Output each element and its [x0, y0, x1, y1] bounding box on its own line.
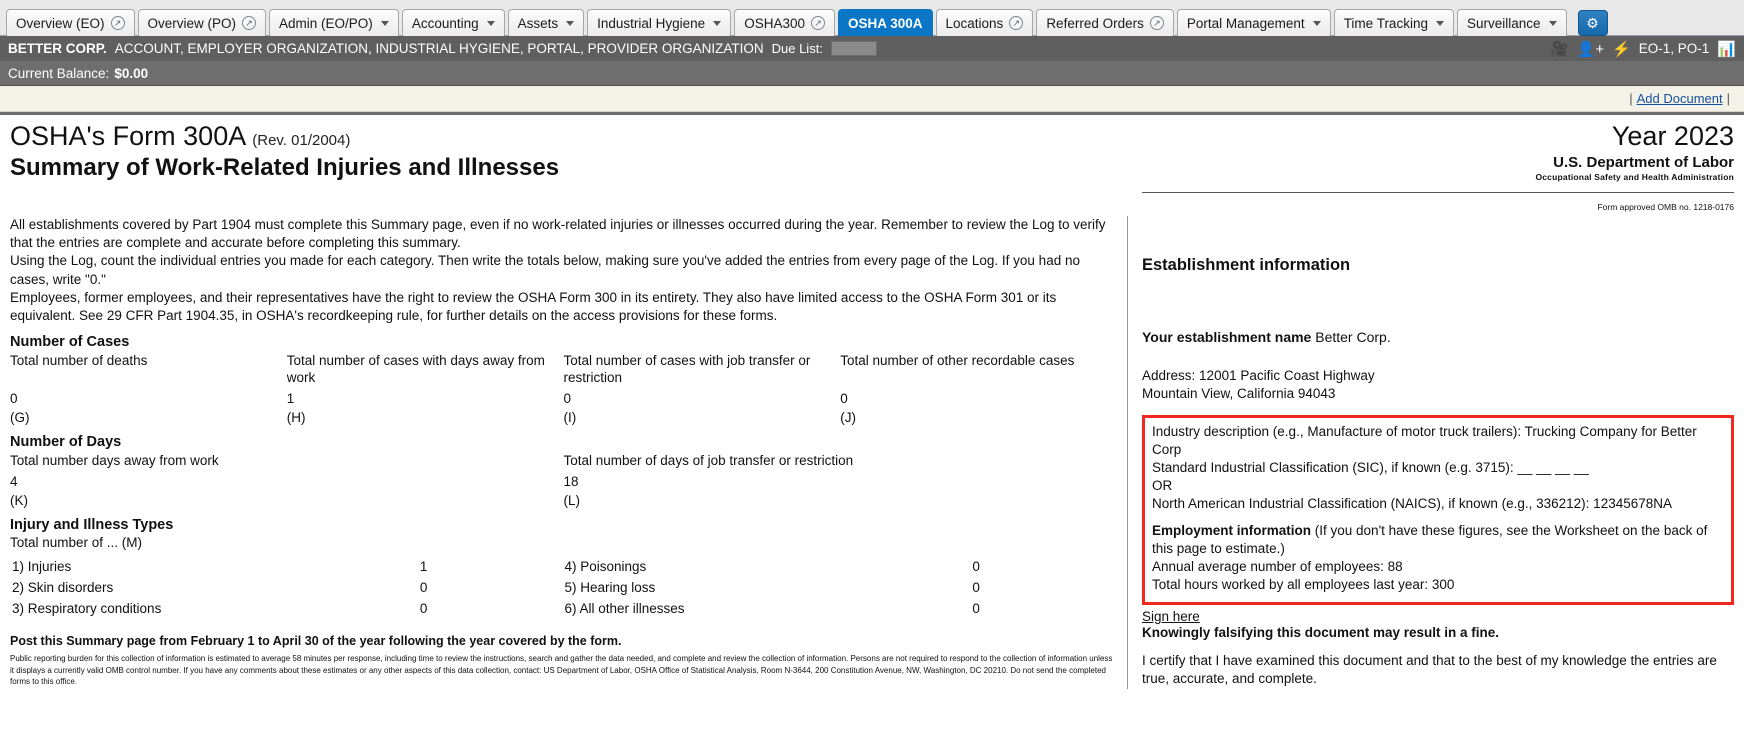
- days-code: (L): [563, 493, 580, 509]
- tab-label: OSHA300: [744, 15, 805, 31]
- tab-label: Locations: [945, 15, 1004, 31]
- context-eo-po: EO-1, PO-1: [1638, 41, 1710, 56]
- injury-label: 2) Skin disorders: [12, 580, 114, 596]
- injury-value: 1: [419, 559, 428, 575]
- number-of-cases-grid: [10, 353, 1117, 425]
- cases-cell-h: [287, 353, 564, 425]
- table-row: [12, 599, 1115, 618]
- address-line-1: [1142, 367, 1734, 385]
- tab-label: Industrial Hygiene: [597, 15, 706, 31]
- chevron-down-icon[interactable]: [381, 21, 389, 26]
- spacer: [1152, 513, 1724, 522]
- cases-value: 0: [840, 391, 848, 407]
- establishment-name-label: Your establishment name: [1142, 329, 1312, 346]
- cases-value: 0: [563, 391, 572, 407]
- sic-line: Standard Industrial Classification (SIC), if known (e.g. 3715): __ __ __ __: [1152, 460, 1589, 476]
- establishment-address: [1142, 367, 1734, 403]
- employees-line: Annual average number of employees: 88: [1152, 559, 1403, 575]
- hours-line: Total hours worked by all employees last year: 300: [1152, 577, 1455, 593]
- current-balance-value: $0.00: [114, 65, 149, 81]
- external-link-icon[interactable]: ↗: [1009, 16, 1023, 30]
- number-of-days-heading: Number of Days: [10, 434, 122, 451]
- tab-osha300[interactable]: [734, 9, 835, 36]
- establishment-heading: Establishment information: [1142, 256, 1351, 275]
- intro-paragraph-2: Using the Log, count the individual entries you made for each category. Then write the totals below, making sure you've added the entries from every page of the Log. If you had no cases, write "0.": [10, 253, 1080, 287]
- tab-label: Accounting: [411, 15, 479, 31]
- form-body: [10, 216, 1734, 688]
- tab-industrial-hygiene[interactable]: [587, 9, 731, 36]
- tab-label: Portal Management: [1186, 15, 1305, 31]
- form-revision: (Rev. 01/2004): [252, 132, 351, 149]
- illness-value: 0: [972, 601, 980, 617]
- injury-label: 3) Respiratory conditions: [12, 601, 162, 617]
- tab-overview-po[interactable]: [138, 9, 267, 36]
- days-value: 18: [563, 474, 579, 490]
- days-cell-k: [10, 453, 564, 508]
- tab-label: Overview (EO): [16, 15, 105, 31]
- injury-illness-table: [10, 555, 1117, 620]
- cases-cell-j: [840, 353, 1117, 425]
- days-code: (K): [10, 493, 28, 509]
- cases-value: 1: [286, 391, 295, 407]
- form-right-column: [1128, 216, 1734, 688]
- highlighted-industry-employment-box: [1142, 415, 1734, 605]
- video-camera-icon[interactable]: 🎥: [1549, 40, 1569, 58]
- establishment-name-row: [1142, 329, 1734, 345]
- form-title-text: OSHA's Form 300A: [10, 121, 245, 151]
- document-actions-bar: [0, 86, 1744, 112]
- illness-value: 0: [972, 559, 980, 575]
- days-label: Total number days away from work: [10, 453, 219, 469]
- tab-label: Time Tracking: [1343, 15, 1428, 31]
- injury-label: 1) Injuries: [12, 559, 72, 575]
- knowingly-warning: Knowingly falsifying this document may result in a fine.: [1142, 625, 1500, 641]
- browser-tab-bar: [0, 0, 1744, 36]
- external-link-icon[interactable]: ↗: [811, 16, 825, 30]
- chevron-down-icon[interactable]: [487, 21, 495, 26]
- cases-cell-g: [10, 353, 287, 425]
- tab-osha-300a[interactable]: [838, 9, 933, 36]
- form-year: Year 2023: [1611, 121, 1734, 151]
- number-of-cases-heading: Number of Cases: [10, 334, 130, 351]
- tab-portal-management[interactable]: [1177, 9, 1331, 36]
- injury-illness-subheading: Total number of ... (M): [10, 535, 143, 551]
- employment-note: (If you don't have these figures, see the Worksheet on the back of this page to estimate.): [1152, 523, 1708, 557]
- injury-value: 0: [419, 601, 428, 617]
- intro-paragraph-1: All establishments covered by Part 1904 must complete this Summary page, even if no work-related injuries or illnesses occurred during the year. Remember to review the Log to verify that the entries are complete and accurate before completing this summary.: [10, 217, 1106, 251]
- form-header-right: [1535, 121, 1734, 182]
- tab-label: Referred Orders: [1046, 15, 1144, 31]
- cases-label: Total number of cases with days away from work: [286, 353, 545, 386]
- add-user-icon[interactable]: 👤+: [1576, 40, 1605, 58]
- cases-code: (H): [286, 410, 306, 426]
- department-label: U.S. Department of Labor: [1553, 154, 1734, 171]
- osha-300a-form: [0, 112, 1744, 750]
- gears-icon[interactable]: ⚙: [1578, 10, 1608, 36]
- cases-label: Total number of cases with job transfer or restriction: [563, 353, 811, 386]
- tab-referred-orders[interactable]: [1036, 9, 1174, 36]
- employment-info-line: [1152, 522, 1724, 558]
- or-line: OR: [1152, 478, 1173, 494]
- sign-here-label: [1142, 609, 1734, 624]
- tab-label: Surveillance: [1466, 15, 1541, 31]
- chevron-down-icon[interactable]: [566, 21, 574, 26]
- cases-code: (I): [563, 410, 577, 426]
- illness-label: 6) All other illnesses: [564, 601, 685, 617]
- illness-value: 0: [972, 580, 980, 596]
- cases-code: (J): [840, 410, 856, 426]
- address-line-2: Mountain View, California 94043: [1142, 386, 1336, 402]
- table-row: [12, 557, 1115, 576]
- external-link-icon[interactable]: ↗: [111, 16, 125, 30]
- omb-note: Form approved OMB no. 1218-0176: [1597, 202, 1734, 213]
- chevron-down-icon[interactable]: [1313, 21, 1321, 26]
- add-document-link[interactable]: Add Document: [1636, 91, 1723, 106]
- current-balance-label: Current Balance:: [8, 65, 110, 81]
- days-label: Total number of days of job transfer or restriction: [563, 453, 854, 469]
- tab-label: Assets: [517, 15, 559, 31]
- chevron-down-icon[interactable]: [1436, 21, 1444, 26]
- tab-overview-eo[interactable]: [6, 9, 135, 36]
- form-subtitle: Summary of Work-Related Injuries and Illnesses: [10, 154, 560, 182]
- days-value: 4: [10, 474, 18, 490]
- external-link-icon[interactable]: ↗: [1150, 16, 1164, 30]
- form-left-column: [10, 216, 1128, 688]
- tab-locations[interactable]: [936, 9, 1034, 36]
- organization-roles: ACCOUNT, EMPLOYER ORGANIZATION, INDUSTRIAL HYGIENE, PORTAL, PROVIDER ORGANIZATION: [114, 41, 764, 56]
- days-cell-l: [564, 453, 1118, 508]
- tab-surveillance[interactable]: [1457, 9, 1567, 36]
- number-of-days-grid: [10, 453, 1117, 508]
- employment-heading: Employment information: [1152, 523, 1312, 539]
- tab-accounting[interactable]: [402, 9, 505, 36]
- establishment-name-value: Better Corp.: [1315, 329, 1391, 346]
- industry-description-line: Industry description (e.g., Manufacture of motor truck trailers): Trucking Company for Better Corp: [1152, 424, 1697, 458]
- fineprint-note: Public reporting burden for this collection of information is estimated to average 58 minutes per response, including time to review the instructions, search and gather the data needed, and complete and review the collection of information. Persons are not required to respond to the collection of information unless it displays a currently valid OMB control number. If you have any comments about these estimates or any other aspects of this data collection, contact: US Department of Labor, OSHA Office of Statistical Analysis, Room N-3644, 200 Constitution Avenue, NW, Washington, DC 20210. Do not send the completed forms to this office.: [10, 654, 1113, 687]
- organization-bar: [0, 36, 1744, 61]
- injury-value: 0: [419, 580, 428, 596]
- naics-line: North American Industrial Classification (NAICS), if known (e.g., 336212): 12345678NA: [1152, 496, 1673, 512]
- organization-name: BETTER CORP.: [8, 41, 107, 56]
- tab-admin-eo-po[interactable]: [269, 9, 399, 36]
- sign-here-text: Sign here: [1142, 609, 1200, 625]
- bar-chart-icon[interactable]: 📊: [1717, 40, 1736, 58]
- header-divider: [1142, 192, 1734, 193]
- address-label: Address:: [1142, 368, 1196, 384]
- post-note: Post this Summary page from February 1 to April 30 of the year following the year covered by the form.: [10, 634, 622, 649]
- table-row: [12, 578, 1115, 597]
- separator-right: |: [1726, 91, 1730, 106]
- current-balance-bar: [0, 61, 1744, 86]
- illness-label: 5) Hearing loss: [564, 580, 656, 596]
- separator-left: |: [1629, 91, 1633, 106]
- form-header-left: [10, 121, 559, 182]
- intro-paragraph-3: Employees, former employees, and their representatives have the right to review the OSHA Form 300 in its entirety. They also have limited access to the OSHA Form 301 or its equivalent. See 29 CFR Part 1904.35, in OSHA's recordkeeping rule, for further details on the access provisions for these forms.: [10, 289, 1057, 324]
- tab-assets[interactable]: [508, 9, 585, 36]
- certification-text: I certify that I have examined this document and that to the best of my knowledge the entries are true, accurate, and complete.: [1142, 653, 1717, 687]
- cases-code: (G): [10, 410, 30, 426]
- chevron-down-icon[interactable]: [713, 21, 721, 26]
- cases-label: Total number of deaths: [10, 353, 148, 369]
- cases-cell-i: [564, 353, 841, 425]
- form-title: [10, 121, 559, 152]
- form-header: [10, 121, 1734, 182]
- tab-label: Admin (EO/PO): [279, 15, 373, 31]
- due-list-input[interactable]: [831, 41, 877, 56]
- lightning-bolt-icon[interactable]: ⚡: [1612, 40, 1631, 58]
- injury-illness-heading: Injury and Illness Types: [10, 517, 174, 534]
- external-link-icon[interactable]: ↗: [242, 16, 256, 30]
- illness-label: 4) Poisonings: [564, 559, 647, 575]
- cases-value: 0: [10, 391, 18, 407]
- cases-label: Total number of other recordable cases: [840, 353, 1075, 369]
- chevron-down-icon[interactable]: [1549, 21, 1557, 26]
- agency-label: Occupational Safety and Health Administration: [1535, 172, 1734, 182]
- address-street: 12001 Pacific Coast Highway: [1199, 368, 1375, 384]
- tab-label: OSHA 300A: [847, 15, 923, 31]
- tab-label: Overview (PO): [147, 15, 237, 31]
- tab-time-tracking[interactable]: [1334, 9, 1454, 36]
- due-list-label: Due List:: [771, 41, 823, 56]
